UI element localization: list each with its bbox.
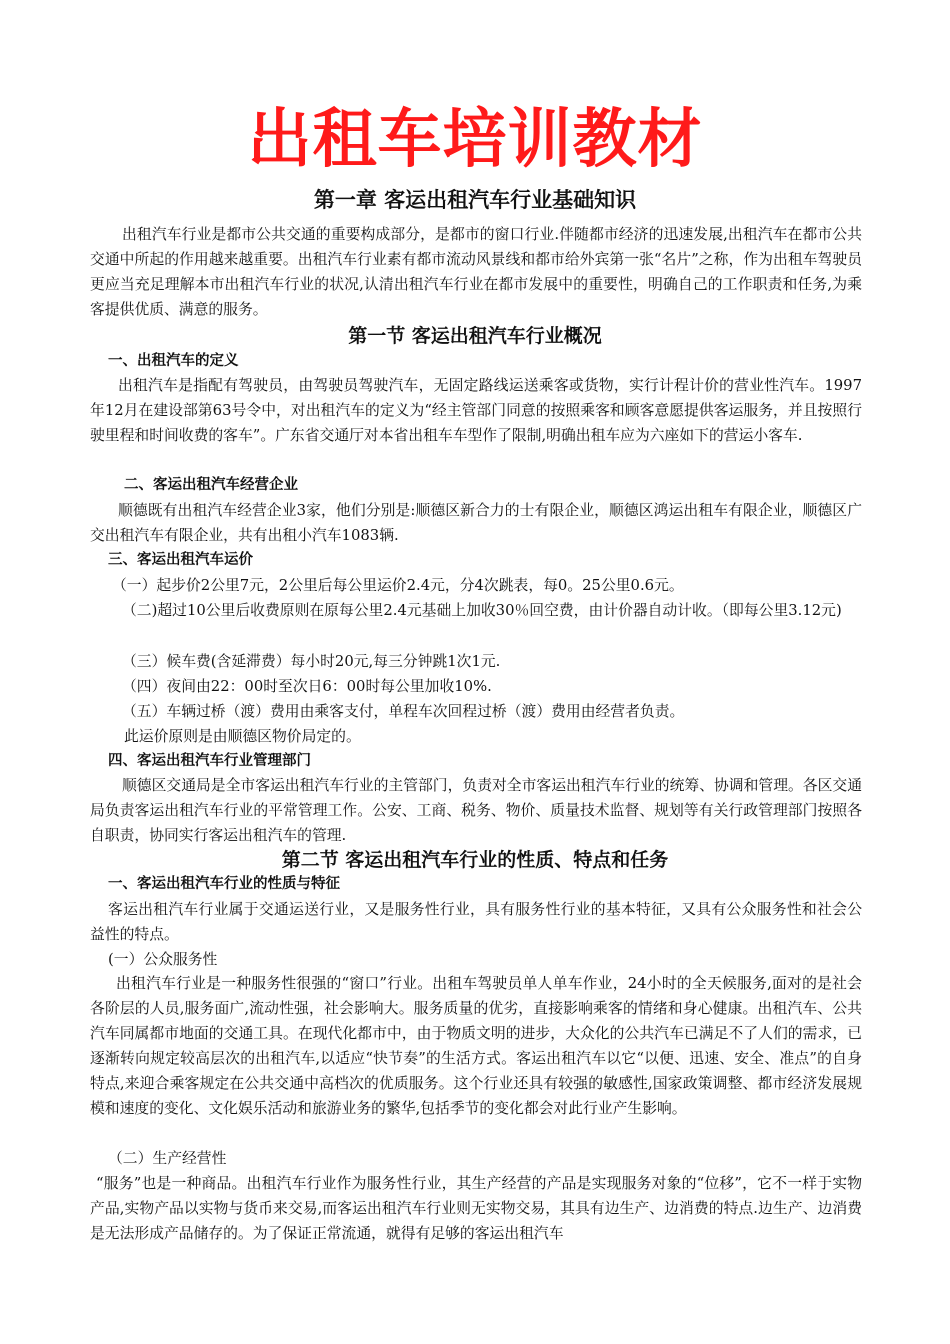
- chapter-heading: 第一章 客运出租汽车行业基础知识: [313, 188, 637, 212]
- fare-item: （二)超过10公里后收费原则在原每公里2.4元基础上加收30％回空费，由计价器自动计收。（即每公里3.12元): [122, 602, 842, 619]
- heading-management-departments: 四、客运出租汽车行业管理部门: [108, 753, 311, 769]
- fare-item: （三）候车费(含延滞费）每小时20元,每三分钟跳1次1元.: [122, 653, 501, 670]
- section-1-heading: 第一节 客运出租汽车行业概况: [348, 325, 602, 347]
- heading-operating-companies: 二、客运出租汽车经营企业: [124, 477, 298, 493]
- paragraph-taxi-definition: 出租汽车是指配有驾驶员，由驾驶员驾驶汽车，无固定路线运送乘客或货物，实行计程计价的营业性汽车。1997年12月在建设部第63号令中，对出租汽车的定义为“经主管部门同意的按照乘客和顾客意愿提供客运服务，并且按照行驶里程和时间收费的客车”。广东省交通厅对本省出租车车型作了限制,明确出租车应为六座如下的营运小客车.: [90, 377, 862, 444]
- paragraph-operating-companies: 顺德既有出租汽车经营企业3家，他们分别是:顺德区新合力的士有限企业，顺德区鸿运出租车有限企业，顺德区广交出租汽车有限企业，共有出租小汽车1083辆.: [90, 502, 862, 544]
- paragraph-nature-features: 客运出租汽车行业属于交通运送行业，又是服务性行业，具有服务性行业的基本特征，又具有公众服务性和社会公益性的特点。: [90, 901, 862, 943]
- fare-item: （四）夜间由22：00时至次日6：00时每公里加收10%.: [122, 678, 492, 695]
- section-2-heading: 第二节 客运出租汽车行业的性质、特点和任务: [281, 849, 669, 871]
- heading-nature-features: 一、客运出租汽车行业的性质与特征: [108, 876, 340, 892]
- fare-item: （五）车辆过桥（渡）费用由乘客支付，单程车次回程过桥（渡）费用由经营者负责。: [122, 703, 685, 720]
- subheading-public-service: (一）公众服务性: [108, 951, 218, 968]
- fare-item: 此运价原则是由顺德区物价局定的。: [124, 728, 361, 745]
- fare-item: （一）起步价2公里7元，2公里后每公里运价2.4元，分4次跳表，每0。25公里0.6元。: [112, 577, 684, 594]
- paragraph-management-departments: 顺德区交通局是全市客运出租汽车行业的主管部门，负责对全市客运出租汽车行业的统筹、协调和管理。各区交通局负责客运出租汽车行业的平常管理工作。公安、工商、税务、物价、质量技术监督、规划等有关行政管理部门按照各自职责，协同实行客运出租汽车的管理.: [90, 777, 862, 844]
- document-title: 出租车培训教材: [247, 103, 703, 177]
- paragraph-public-service: 出租汽车行业是一种服务性很强的“窗口”行业。出租车驾驶员单人单车作业，24小时的全天候服务,面对的是社会各阶层的人员,服务面广,流动性强，社会影响大。服务质量的优劣，直接影响乘客的情绪和身心健康。出租汽车、公共汽车同属都市地面的交通工具。在现代化都市中，由于物质文明的进步，大众化的公共汽车已满足不了人们的需求，已逐渐转向规定较高层次的出租汽车,以适应“快节奏”的生活方式。客运出租汽车以它“以便、迅速、安全、准点”的自身特点,来迎合乘客规定在公共交通中高档次的优质服务。这个行业还具有较强的敏感性,国家政策调整、都市经济发展规模和速度的变化、文化娱乐活动和旅游业务的繁华,包括季节的变化都会对此行业产生影响。: [90, 975, 862, 1117]
- intro-paragraph: 出租汽车行业是都市公共交通的重要构成部分，是都市的窗口行业.伴随都市经济的迅速发展,出租汽车在都市公共交通中所起的作用越来越重要。出租汽车行业素有都市流动风景线和都市给外宾第一张“名片”之称，作为出租车驾驶员更应当充足理解本市出租汽车行业的状况,认清出租汽车行业在都市发展中的重要性，明确自己的工作职责和任务,为乘客提供优质、满意的服务。: [90, 226, 862, 318]
- heading-taxi-definition: 一、出租汽车的定义: [108, 353, 239, 369]
- heading-fares: 三、客运出租汽车运价: [108, 552, 253, 568]
- subheading-production-operation: （二）生产经营性: [108, 1150, 227, 1167]
- paragraph-production-operation: “服务”也是一种商品。出租汽车行业作为服务性行业，其生产经营的产品是实现服务对象的“位移”，它不一样于实物产品,实物产品以实物与货币来交易,而客运出租汽车行业则无实物交易，其具有边生产、边消费的特点.边生产、边消费是无法形成产品储存的。为了保证正常流通，就得有足够的客运出租汽车: [90, 1175, 862, 1242]
